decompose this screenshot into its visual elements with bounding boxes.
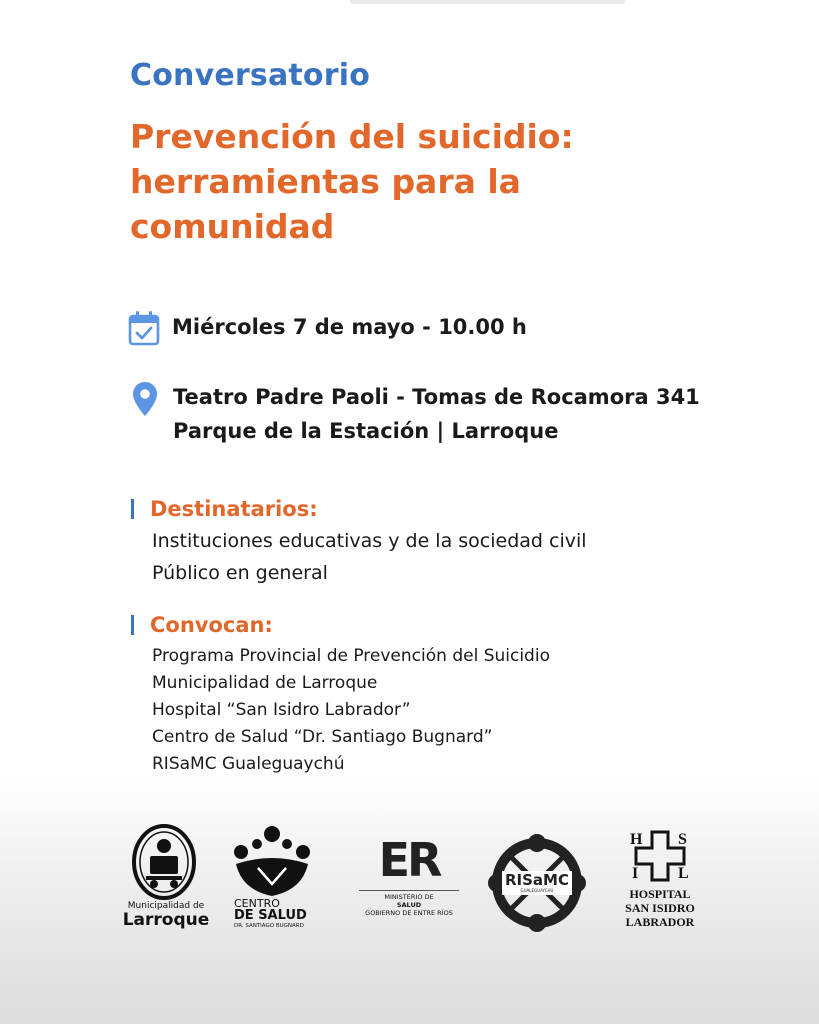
map-pin-icon: [131, 380, 159, 416]
calendar-check-icon: [128, 310, 160, 346]
location-venue-city: Parque de la Estación | Larroque: [173, 419, 559, 443]
hospital-san-isidro-logo: [618, 828, 702, 934]
er-divider: [359, 890, 459, 891]
top-edge-fragment: [350, 0, 625, 4]
title-line: comunidad: [130, 207, 335, 246]
organizer-item: Centro de Salud “Dr. Santiago Bugnard”: [152, 727, 493, 747]
audience-item: Instituciones educativas y de la sociedad civil: [152, 530, 587, 552]
organizer-item: RISaMC Gualeguaychú: [152, 754, 345, 774]
er-caption-1: MINISTERIO DE: [384, 893, 434, 901]
organizers-section: [131, 613, 550, 778]
larroque-municipality-logo: [116, 824, 216, 934]
risamc-sub: GUALEGUAYCHÚ: [520, 888, 554, 893]
organizers-heading: Convocan:: [150, 613, 273, 637]
centro-de-salud-logo: [228, 824, 320, 934]
hospital-caption-3: LABRADOR: [625, 915, 695, 929]
audience-section: [131, 497, 587, 589]
er-mark: ER: [378, 833, 440, 887]
er-caption-2: SALUD: [396, 901, 422, 909]
event-title: [130, 114, 770, 249]
er-caption-3: GOBIERNO DE ENTRE RÍOS: [365, 909, 453, 917]
svg-text:I: I: [632, 865, 639, 882]
ministerio-salud-er-logo: [354, 833, 464, 930]
risamc-logo: [484, 833, 590, 933]
centro-caption-3: DR. SANTIAGO BUGNARD: [234, 923, 304, 929]
muni-caption-small: Municipalidad de: [127, 901, 205, 911]
event-date-row: [128, 310, 527, 346]
organizer-item: Programa Provincial de Prevención del Suicidio: [152, 646, 550, 666]
organizer-item: Hospital “San Isidro Labrador”: [152, 700, 411, 720]
event-location-row: [131, 380, 700, 448]
hospital-caption-1: HOSPITAL: [629, 887, 691, 901]
event-location: [173, 380, 700, 448]
title-line: herramientas para la: [130, 162, 521, 201]
title-line: Prevención del suicidio:: [130, 117, 574, 156]
risamc-mark: RISaMC: [505, 871, 569, 889]
audience-heading: Destinatarios:: [150, 497, 318, 521]
event-type-label: Conversatorio: [130, 58, 371, 93]
svg-text:L: L: [678, 865, 689, 882]
event-date-time: Miércoles 7 de mayo - 10.00 h: [172, 315, 527, 339]
section-marker: [131, 615, 134, 635]
centro-caption-1: CENTRO: [234, 897, 280, 910]
centro-caption-2: DE SALUD: [234, 908, 307, 923]
hospital-caption-2: SAN ISIDRO: [625, 901, 695, 915]
location-address: Teatro Padre Paoli - Tomas de Rocamora 341: [173, 385, 700, 409]
audience-item: Público en general: [152, 562, 328, 584]
muni-caption-big: Larroque: [122, 910, 210, 930]
section-marker: [131, 499, 134, 519]
organizer-item: Municipalidad de Larroque: [152, 673, 378, 693]
svg-text:S: S: [678, 831, 687, 848]
svg-text:H: H: [630, 831, 643, 848]
